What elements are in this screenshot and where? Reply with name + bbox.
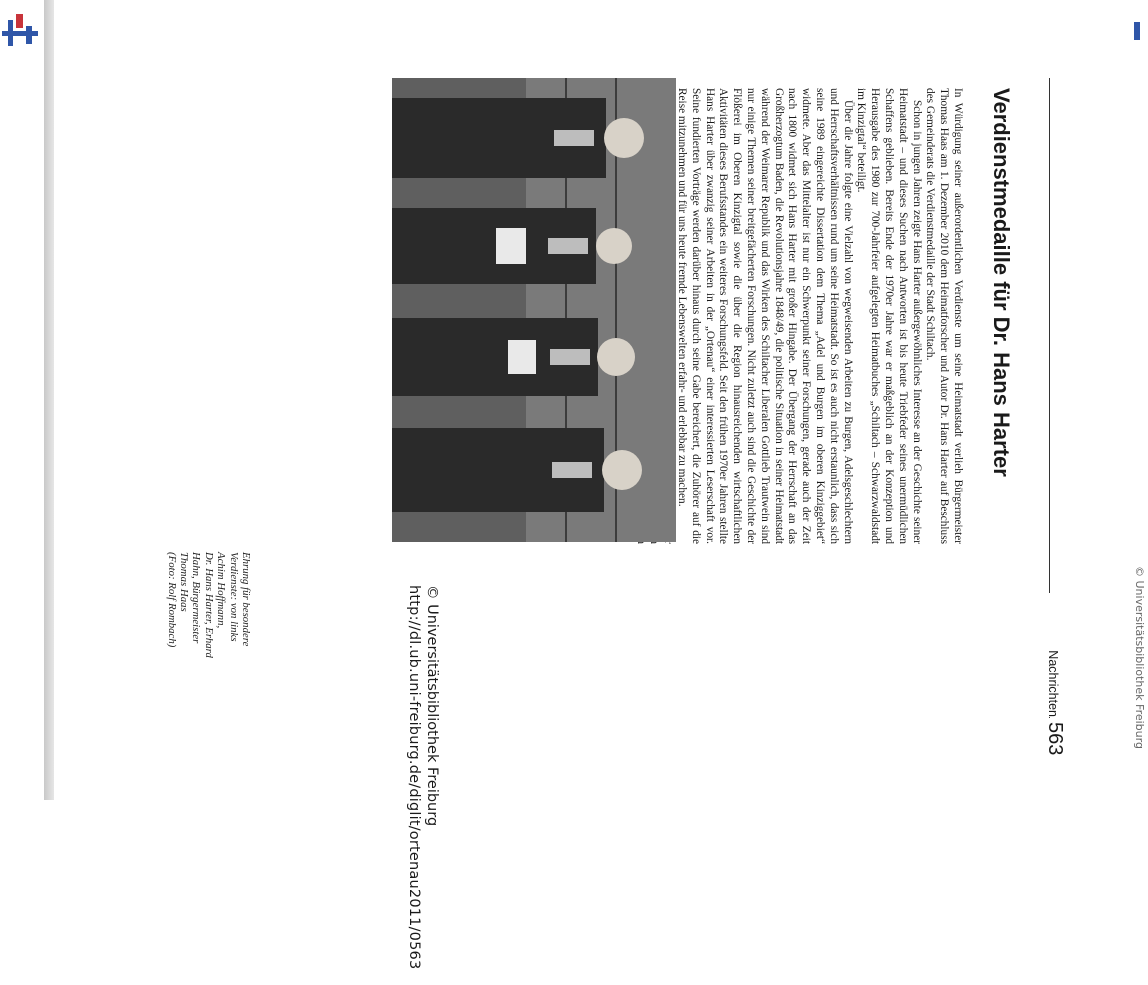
source-url[interactable]: http://dl.ub.uni-freiburg.de/diglit/ortenau2011/0563: [406, 585, 422, 970]
running-header: [1022, 78, 1066, 756]
article-title: Verdienstmedaille für Dr. Hans Harter: [989, 88, 1014, 477]
scan-page-edge: [44, 0, 54, 800]
caption-line: Ehrung für besondere: [240, 552, 252, 647]
scanned-page: [70, 78, 1066, 756]
paragraph-1: In Würdigung seiner außerordentlichen Verdienste um seine Heimatstadt verlieh Bürgermeister Thomas Haas am 1. Dezember 2010 dem Heimatforscher und Autor Dr. Hans Harter auf Beschluss des Gemeinderats die Verdienstmedaille der Stadt Schiltach.: [924, 88, 964, 544]
page-edge-marker: [1134, 22, 1140, 40]
caption-line: Hahn, Bürgermeister: [190, 552, 203, 644]
copyright-notice-right: © Universitätsbibliothek Freiburg: [1133, 566, 1146, 749]
page-number: 563: [1044, 722, 1066, 756]
caption-line: Verdienste: von links: [227, 552, 240, 642]
library-logo-icon: [2, 14, 38, 50]
photo-caption: [165, 552, 252, 728]
section-label: Nachrichten: [1046, 593, 1060, 717]
photo-drawing: [392, 78, 676, 542]
paragraph-3: Über die Jahre folgte eine Vielzahl von wegweisenden Arbeiten zu Burgen, Adelsgeschlechtern und Herrschaftsverhältnissen rund um seine Heimatstadt. So ist es auch nicht erstaunlich, dass sich seine 1989 eingereichte Dissertation dem Thema „Adel und Burgen im oberen Kinziggebiet“ widmete. Aber das Mittelalter ist nur ein Schwerpunkt seiner Forschungen, gerade auch der Zeit nach 1800 widmet sich Hans Harter mit großer Hingabe. Der Übergang der Herrschaft an das Großherzogtum Baden, die Revolutionsjahre 1848/49, die politische Situation in seiner Heimatstadt während der Weimarer Republik und das Wirken des Schiltacher Liberalen Gottlieb Trautwein sind nur einige Themen seiner breitgefächerten Forschungen. Nicht zuletzt auch sind die Geschichte der Flößerei im Oberen Kinzigtal sowie die über die Region hinausreichenden wirtschaftlichen Aktivitäten dieses Berufsstandes ein weiteres Forschungsfeld. Seit den frühen 1970er Jahren stellte Hans Harter über zwanzig seiner Arbeiten in der „Ortenau“ einer interessierten Leserschaft vor. Seine fundierten Vorträge werden darüber hinaus durch seine Gabe bereichert, die Zuhörer auf die Reise mitzunehmen und für uns heute fremde Lebenswelten erfahr- und erlebbar zu machen.: [676, 88, 854, 544]
paragraph-2: Schon in jungen Jahren zeigte Hans Harter außergewöhnliches Interesse an der Geschichte seiner Heimatstadt – und dieses Suchen nach Antworten ist bis heute Triebfeder seines unermüdlichen Schaffens geblieben. Bereits Ende der 1970er Jahre war er maßgeblich an der Konzeption und Herausgabe des 1980 zur 700-Jahrfeier aufgelegten Heimatbuches „Schiltach – Schwarzwaldstadt im Kinzigtal“ beteiligt.: [855, 88, 923, 544]
caption-line: Dr. Hans Harter, Erhard: [202, 552, 215, 658]
copyright-notice: © Universitätsbibliothek Freiburg: [424, 585, 440, 827]
caption-line: Thomas Haas: [177, 552, 190, 612]
award-ceremony-photo: [392, 78, 676, 542]
viewer-left-margin: [0, 0, 44, 800]
caption-line: Achim Hoffmann,: [215, 552, 228, 629]
caption-line: (Foto: Rolf Rombach): [165, 552, 178, 648]
